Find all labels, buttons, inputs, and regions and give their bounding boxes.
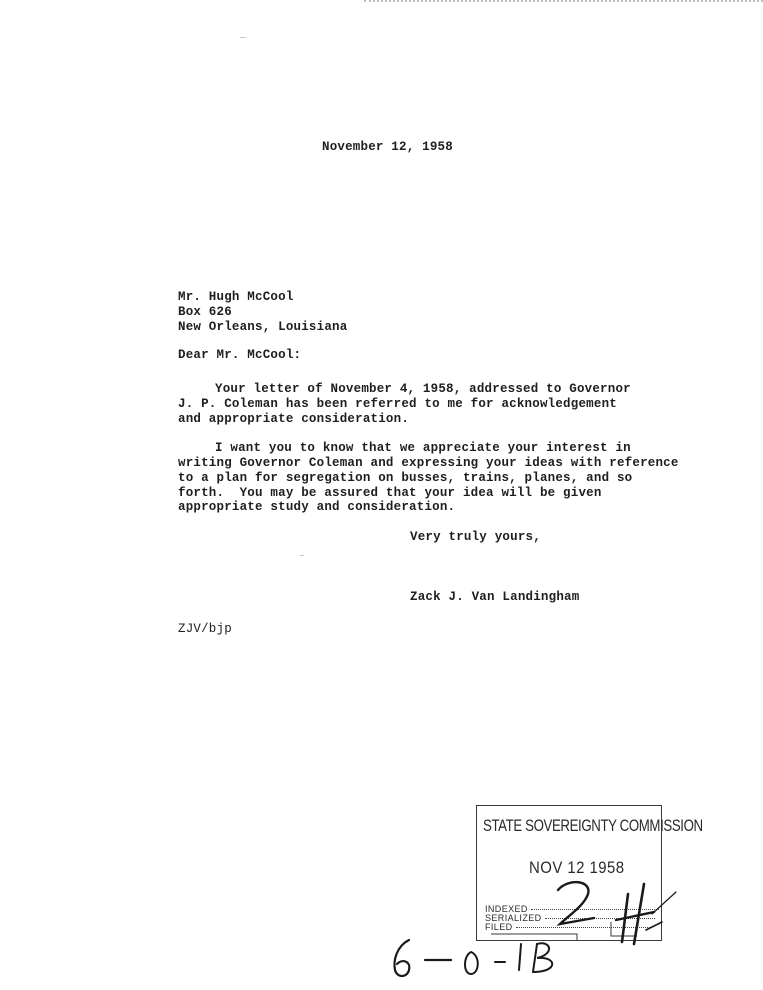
closing: Very truly yours, <box>410 530 541 544</box>
recipient-box: Box 626 <box>178 305 232 319</box>
scan-speck <box>240 37 246 38</box>
commission-stamp <box>476 805 703 941</box>
stamp-row-label: FILED <box>485 922 513 932</box>
paragraph2-line: forth. You may be assured that your idea will be given <box>178 486 602 500</box>
paragraph1-line: and appropriate consideration. <box>178 412 410 426</box>
stamp-row-label: SERIALIZED <box>485 913 542 923</box>
typist-initials: ZJV/bjp <box>178 622 232 636</box>
paragraph1-line: Your letter of November 4, 1958, addressed to Governor <box>215 382 631 396</box>
paragraph2-line: writing Governor Coleman and expressing your ideas with reference <box>178 456 679 470</box>
stamp-title: STATE SOVEREIGNTY COMMISSION <box>483 816 703 835</box>
letter-date: November 12, 1958 <box>322 140 453 154</box>
paragraph2-line: appropriate study and consideration. <box>178 500 456 514</box>
signature-name: Zack J. Van Landingham <box>410 590 580 604</box>
recipient-city: New Orleans, Louisiana <box>178 320 348 334</box>
salutation: Dear Mr. McCool: <box>178 348 302 362</box>
recipient-name: Mr. Hugh McCool <box>178 290 294 304</box>
stamp-date: NOV 12 1958 <box>529 858 625 877</box>
stamp-row-filed <box>485 922 650 932</box>
stamp-row-label: INDEXED <box>485 904 528 914</box>
top-edge-artifact <box>364 0 763 2</box>
paragraph2-line: to a plan for segregation on busses, trains, planes, and so <box>178 471 633 485</box>
paragraph2-line: I want you to know that we appreciate your interest in <box>215 441 631 455</box>
paragraph1-line: J. P. Coleman has been referred to me for acknowledgement <box>178 397 617 411</box>
scan-speck <box>300 555 304 556</box>
